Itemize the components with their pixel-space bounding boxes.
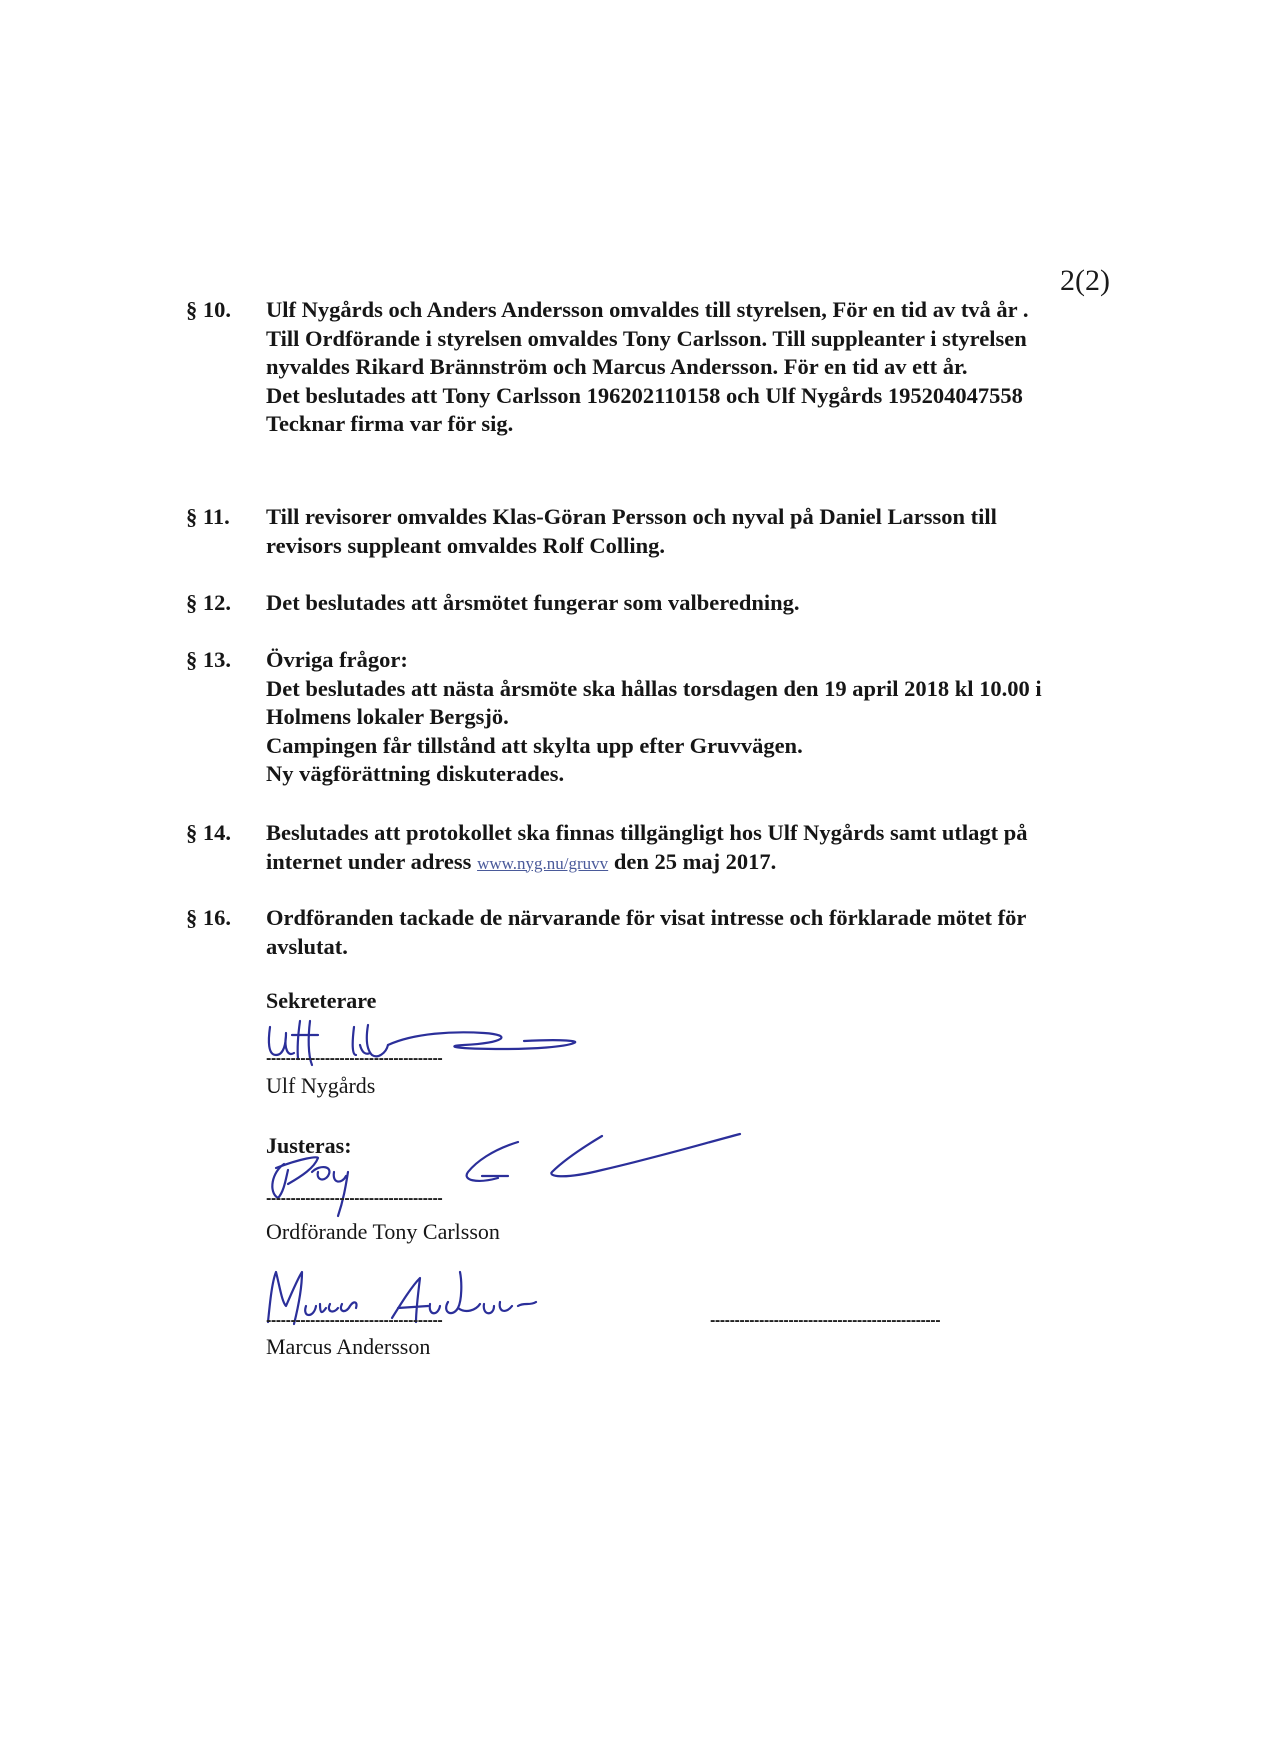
section-line: Campingen får tillstånd att skylta upp efter Gruvvägen. xyxy=(266,732,803,758)
section-line xyxy=(266,848,1146,879)
secretary-title: Sekreterare xyxy=(266,988,377,1013)
section-line: nyvaldes Rikard Brännström och Marcus Andersson. För en tid av ett år. xyxy=(266,354,968,379)
section-number: § 13. xyxy=(186,647,231,672)
section-line: revisors suppleant omvaldes Rolf Colling. xyxy=(266,532,665,558)
chair-name: Ordförande Tony Carlsson xyxy=(266,1219,500,1244)
section-line: Holmens lokaler Bergsjö. xyxy=(266,704,509,729)
blank-signature-line: ----------------------------------------------- xyxy=(710,1314,941,1329)
section-11 xyxy=(186,503,1146,560)
section-12 xyxy=(186,589,1146,618)
section-text: den 25 maj 2017. xyxy=(608,848,777,874)
adjust-title: Justeras: xyxy=(266,1133,352,1158)
secretary-name: Ulf Nygårds xyxy=(266,1073,376,1098)
section-10 xyxy=(186,296,1146,439)
section-line: Till Ordförande i styrelsen omvaldes Tony Carlsson. Till suppleanter i styrelsen xyxy=(266,325,1027,351)
section-number: § 10. xyxy=(186,297,231,322)
section-16 xyxy=(186,904,1146,961)
website-link[interactable]: www.nyg.nu/gruvv xyxy=(477,853,609,873)
section-number: § 11. xyxy=(186,504,230,529)
section-number: § 12. xyxy=(186,590,231,615)
section-line: Ulf Nygårds och Anders Andersson omvaldes till styrelsen, För en tid av två år . xyxy=(266,297,1029,322)
section-13 xyxy=(186,646,1146,789)
section-line: Det beslutades att nästa årsmöte ska hållas torsdagen den 19 april 2018 kl 10.00 i xyxy=(266,675,1042,701)
section-line: Tecknar firma var för sig. xyxy=(266,411,514,436)
section-line: Beslutades att protokollet ska finnas tillgängligt hos Ulf Nygårds samt utlagt på xyxy=(266,820,1028,845)
section-text: internet under adress xyxy=(266,848,478,874)
section-line: Ordföranden tackade de närvarande för visat intresse och förklarade mötet för xyxy=(266,905,1027,930)
section-14 xyxy=(186,819,1146,878)
section-line: Det beslutades att årsmötet fungerar som valberedning. xyxy=(266,590,800,615)
section-line: Till revisorer omvaldes Klas-Göran Persson och nyval på Daniel Larsson till xyxy=(266,504,997,529)
section-line: Ny vägförättning diskuterades. xyxy=(266,761,565,786)
page-number: 2(2) xyxy=(1060,264,1110,297)
section-number: § 16. xyxy=(186,905,231,930)
signature-tony-carlsson xyxy=(262,1128,752,1228)
marcus-name: Marcus Andersson xyxy=(266,1334,431,1359)
section-number: § 14. xyxy=(186,820,231,845)
section-line: avslutat. xyxy=(266,933,348,959)
section-line: Övriga frågor: xyxy=(266,647,408,672)
marcus-signature-line: ------------------------------------ xyxy=(266,1314,443,1329)
secretary-signature-line: ------------------------------------ xyxy=(266,1052,443,1067)
section-line: Det beslutades att Tony Carlsson 196202110158 och Ulf Nygårds 195204047558 xyxy=(266,382,1023,408)
chair-signature-line: ------------------------------------ xyxy=(266,1192,443,1207)
